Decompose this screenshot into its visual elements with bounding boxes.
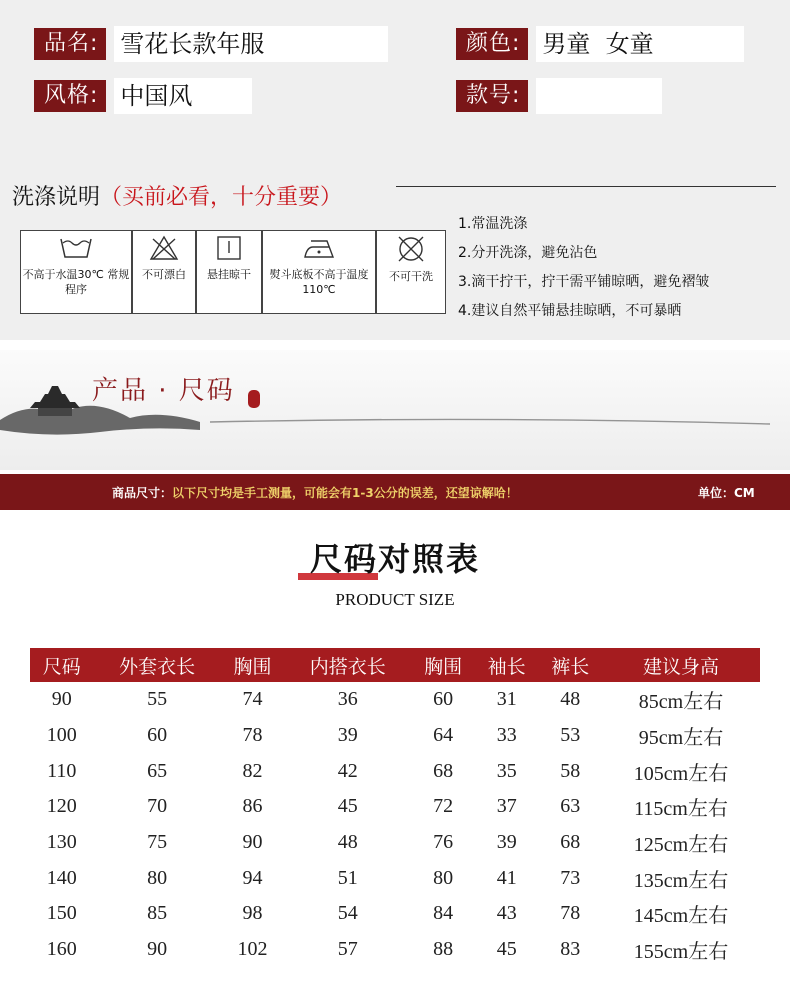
name-label: 品名: <box>34 28 106 60</box>
care-item-iron <box>262 230 376 314</box>
style-label: 风格: <box>34 80 106 112</box>
table-row <box>30 825 760 861</box>
table-cell: 100 <box>46 724 77 747</box>
table-cell: 110 <box>47 759 77 782</box>
table-cell: 80 <box>433 866 454 889</box>
header-cell: 建议身高 <box>602 648 760 682</box>
iron-icon <box>301 235 337 261</box>
care-label-hang-dry: 悬挂晾干 <box>207 268 251 281</box>
table-cell: 98 <box>242 902 263 925</box>
code-label: 款号: <box>456 80 528 112</box>
code-row <box>456 78 662 114</box>
table-cell: 102 <box>237 938 268 961</box>
table-cell: 35 <box>496 759 517 782</box>
table-row <box>30 896 760 932</box>
color-value: 男童 女童 <box>536 26 744 62</box>
table-cell: 120 <box>46 795 77 818</box>
wash-note: 2.分开洗涤，避免沾色 <box>458 245 598 261</box>
section-title: 产品 · 尺码 <box>92 376 235 406</box>
wash-note: 1.常温洗涤 <box>458 216 528 232</box>
table-cell: 42 <box>337 759 358 782</box>
header-cell: 袖长 <box>475 648 539 682</box>
table-cell: 85cm左右 <box>638 691 724 714</box>
table-cell: 60 <box>433 688 454 711</box>
no-dry-clean-icon <box>396 235 426 263</box>
care-item-no-dry-clean <box>376 230 446 314</box>
wash-title-note: （买前必看，十分重要） <box>100 185 343 210</box>
wash-notes <box>458 210 709 326</box>
table-cell: 65 <box>147 759 168 782</box>
header-cell: 裤长 <box>538 648 602 682</box>
size-table <box>30 648 760 968</box>
table-cell: 54 <box>337 902 358 925</box>
care-label-no-dry-clean: 不可干洗 <box>389 270 433 283</box>
table-cell: 33 <box>496 724 517 747</box>
table-cell: 85 <box>147 902 168 925</box>
divider <box>396 186 776 187</box>
table-cell: 78 <box>560 902 581 925</box>
care-label-no-bleach: 不可漂白 <box>142 268 186 281</box>
table-cell: 72 <box>433 795 454 818</box>
table-cell: 64 <box>433 724 454 747</box>
table-cell: 31 <box>496 688 517 711</box>
size-note-bar <box>0 474 790 510</box>
style-value: 中国风 <box>114 78 252 114</box>
table-cell: 70 <box>147 795 168 818</box>
care-item-no-bleach <box>132 230 196 314</box>
table-cell: 95cm左右 <box>638 727 724 750</box>
ink-brush-line <box>210 412 770 432</box>
table-cell: 36 <box>337 688 358 711</box>
table-cell: 78 <box>242 724 263 747</box>
table-cell: 76 <box>433 831 454 854</box>
color-row <box>456 26 744 62</box>
table-cell: 53 <box>560 724 581 747</box>
wash-title <box>12 180 342 211</box>
table-cell: 83 <box>560 938 581 961</box>
table-cell: 60 <box>147 724 168 747</box>
table-cell: 48 <box>337 831 358 854</box>
wash-note: 3.滴干拧干，拧干需平铺晾晒，避免褶皱 <box>458 274 710 290</box>
header-cell: 尺码 <box>30 648 94 682</box>
table-cell: 105cm左右 <box>633 762 729 785</box>
table-cell: 160 <box>46 938 77 961</box>
care-label-iron: 熨斗底板不高于温度110℃ <box>269 268 369 296</box>
name-value: 雪花长款年服 <box>114 26 388 62</box>
care-item-wash <box>20 230 132 314</box>
size-note-text: 以下尺寸均是手工测量，可能会有1-3公分的误差，还望谅解哈！ <box>172 486 518 500</box>
wash-note: 4.建议自然平铺悬挂晾晒，不可暴晒 <box>458 303 682 319</box>
table-row <box>30 932 760 968</box>
table-cell: 150 <box>46 902 77 925</box>
table-row <box>30 860 760 896</box>
header-cell: 胸围 <box>221 648 285 682</box>
name-row <box>34 26 388 62</box>
table-cell: 45 <box>337 795 358 818</box>
table-cell: 82 <box>242 759 263 782</box>
table-cell: 140 <box>46 866 77 889</box>
table-cell: 37 <box>496 795 517 818</box>
table-cell: 90 <box>147 938 168 961</box>
table-cell: 43 <box>496 902 517 925</box>
table-cell: 84 <box>433 902 454 925</box>
table-cell: 80 <box>147 866 168 889</box>
table-cell: 94 <box>242 866 263 889</box>
table-cell: 75 <box>147 831 168 854</box>
section-banner <box>0 350 790 470</box>
table-cell: 58 <box>560 759 581 782</box>
wash-tub-icon <box>59 235 93 261</box>
size-table-subtitle: PRODUCT SIZE <box>335 590 455 609</box>
header-cell: 胸围 <box>411 648 475 682</box>
table-row <box>30 718 760 754</box>
table-cell: 74 <box>242 688 263 711</box>
hang-dry-icon <box>216 235 242 261</box>
table-cell: 55 <box>147 688 168 711</box>
table-cell: 68 <box>560 831 581 854</box>
table-cell: 39 <box>496 831 517 854</box>
wash-title-text: 洗涤说明 <box>12 185 101 210</box>
table-cell: 45 <box>496 938 517 961</box>
table-cell: 48 <box>560 688 581 711</box>
size-table-title: 尺码对照表 <box>309 540 480 578</box>
table-cell: 86 <box>242 795 263 818</box>
color-label: 颜色: <box>456 28 528 60</box>
table-row <box>30 753 760 789</box>
table-cell: 57 <box>337 938 358 961</box>
table-cell: 88 <box>433 938 454 961</box>
no-bleach-icon <box>149 235 179 261</box>
table-cell: 145cm左右 <box>633 905 729 928</box>
size-note <box>112 484 518 501</box>
table-cell: 115cm左右 <box>634 798 728 821</box>
style-row <box>34 78 252 114</box>
table-cell: 51 <box>337 866 358 889</box>
table-cell: 63 <box>560 795 581 818</box>
table-cell: 155cm左右 <box>633 941 729 964</box>
header-cell: 外套衣长 <box>94 648 221 682</box>
table-cell: 130 <box>46 831 77 854</box>
table-cell: 39 <box>337 724 358 747</box>
seal-icon <box>248 390 260 408</box>
size-note-label: 商品尺寸： <box>112 486 173 500</box>
care-item-hang-dry <box>196 230 262 314</box>
table-cell: 90 <box>242 831 263 854</box>
table-cell: 73 <box>560 866 581 889</box>
table-cell: 90 <box>51 688 72 711</box>
care-icons <box>20 230 446 314</box>
table-cell: 41 <box>496 866 517 889</box>
table-row <box>30 682 760 718</box>
code-value <box>536 78 662 114</box>
unit-label: 单位：CM <box>698 486 755 500</box>
table-cell: 135cm左右 <box>633 869 729 892</box>
table-row <box>30 789 760 825</box>
care-label-wash: 不高于水温30℃ 常规程序 <box>22 268 130 296</box>
header-cell: 内搭衣长 <box>284 648 411 682</box>
table-cell: 125cm左右 <box>633 834 729 857</box>
table-cell: 68 <box>433 759 454 782</box>
size-table-header <box>30 648 760 682</box>
